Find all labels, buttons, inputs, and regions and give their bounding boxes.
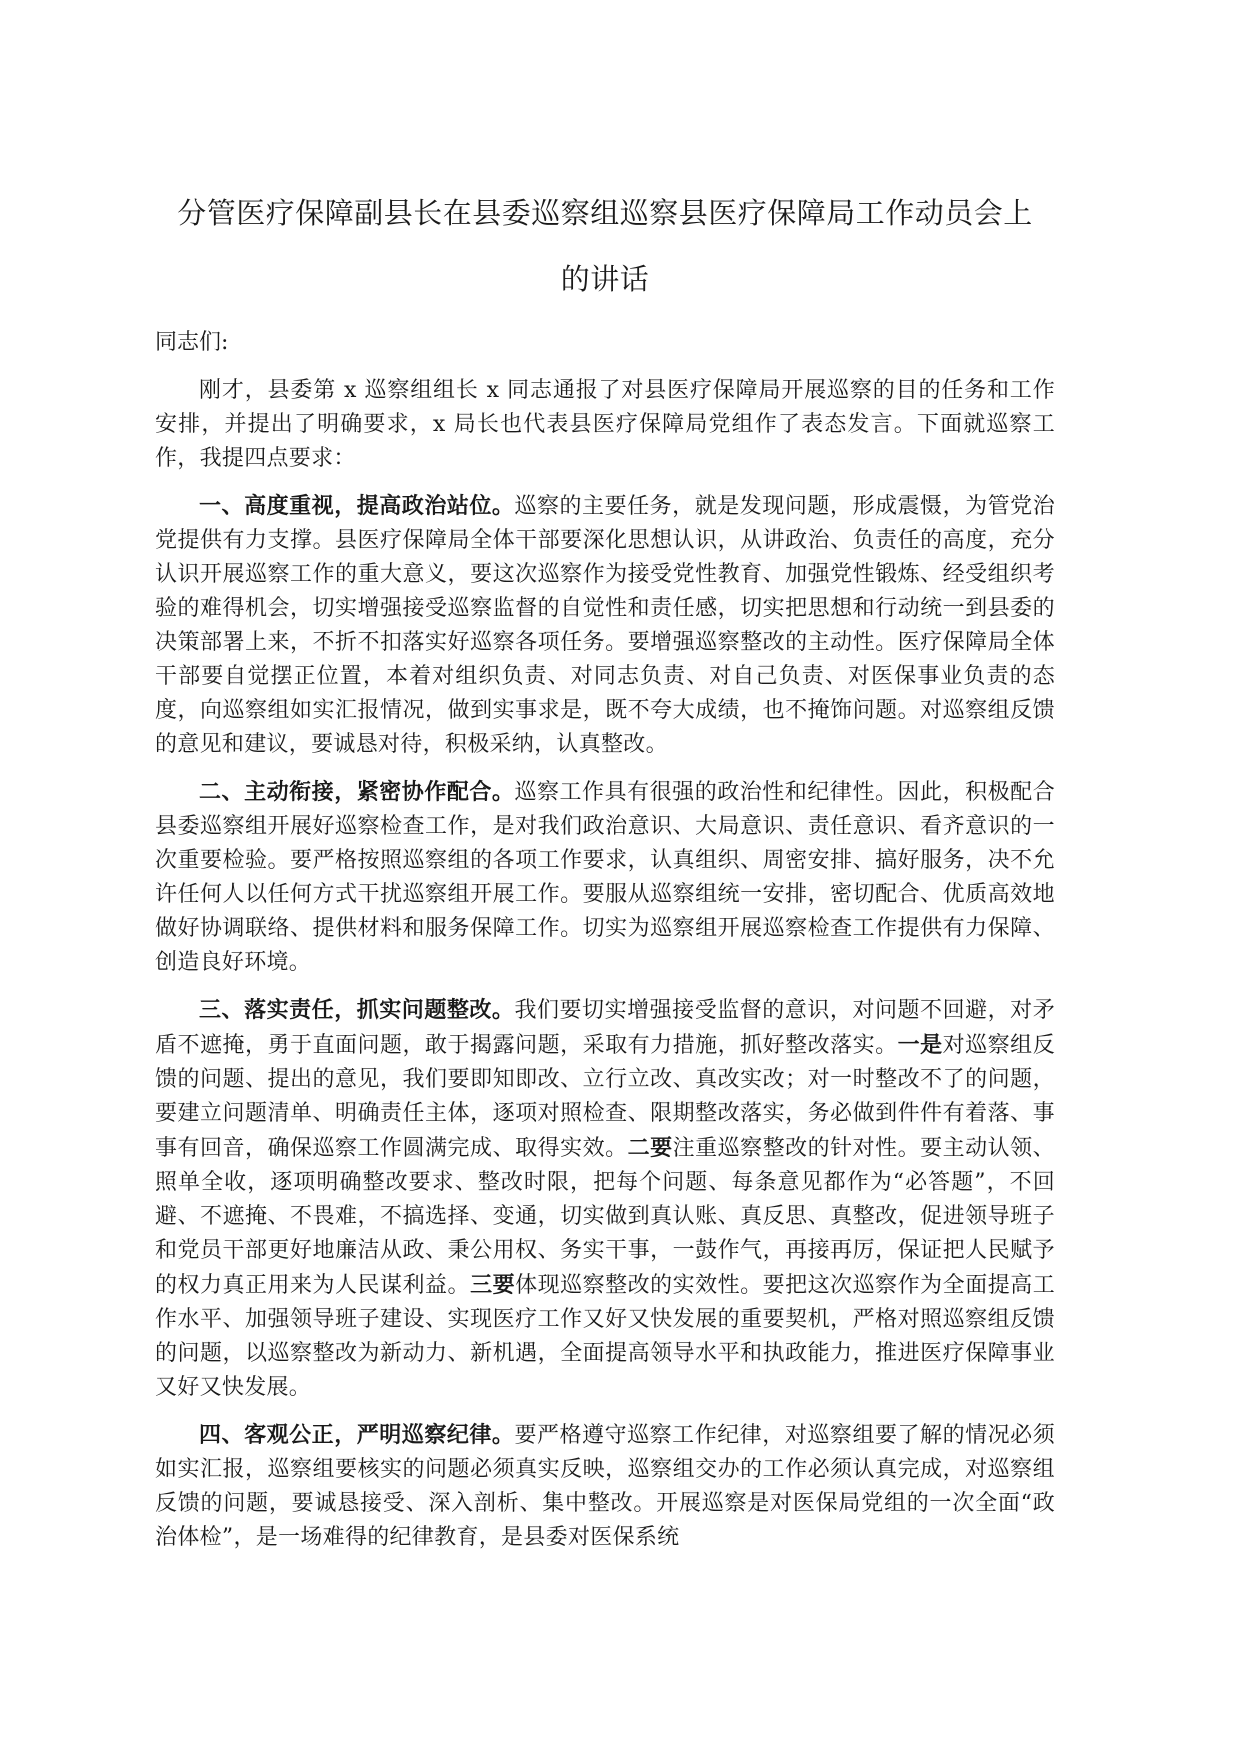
section-1-paragraph	[155, 489, 1055, 762]
section-3-point-1-body: 对巡察组反馈的问题、提出的意见，我们要即知即改、立行立改、真改实改；对一时整改不了的问题，要建立问题清单、明确责任主体，逐项对照检查、限期整改落实，务必做到件件有着落、事事有回音，确保巡察工作圆满完成、取得实效。	[155, 1033, 1055, 1161]
section-3-point-2-body: 注重巡察整改的针对性。要主动认领、照单全收，逐项明确整改要求、整改时限，把每个问题、每条意见都作为“必答题”，不回避、不遮掩、不畏难，不搞选择、变通，切实做到真认账、真反思、真整改，促进领导班子和党员干部更好地廉洁从政、秉公用权、务实干事，一鼓作气，再接再厉，保证把人民赋予的权力真正用来为人民谋利益。	[155, 1136, 1055, 1298]
salutation: 同志们:	[155, 330, 229, 355]
section-4-paragraph	[155, 1418, 1055, 1555]
section-1-body: 巡察的主要任务，就是发现问题，形成震慑，为管党治党提供有力支撑。县医疗保障局全体干部要深化思想认识，从讲政治、负责任的高度，充分认识开展巡察工作的重大意义，要这次巡察作为接受党性教育、加强党性锻炼、经受组织考验的难得机会，切实增强接受巡察监督的自觉性和责任感，切实把思想和行动统一到县委的决策部署上来，不折不扣落实好巡察各项任务。要增强巡察整改的主动性。医疗保障局全体干部要自觉摆正位置，本着对组织负责、对同志负责、对自己负责、对医保事业负责的态度，向巡察组如实汇报情况，做到实事求是，既不夸大成绩，也不掩饰问题。对巡察组反馈的意见和建议，要诚恳对待，积极采纳，认真整改。	[155, 494, 1055, 757]
intro-paragraph: 刚才，县委第 x 巡察组组长 x 同志通报了对县医疗保障局开展巡察的目的任务和工作安排，并提出了明确要求，x 局长也代表县医疗保障局党组作了表态发言。下面就巡察工作，我提四点要求：	[155, 378, 1055, 471]
section-2-heading: 二、主动衔接，紧密协作配合。	[199, 779, 515, 805]
section-4-body: 要严格遵守巡察工作纪律，对巡察组要了解的情况必须如实汇报，巡察组要核实的问题必须真实反映，巡察组交办的工作必须认真完成，对巡察组反馈的问题，要诚恳接受、深入剖析、集中整改。开展巡察是对医保局党组的一次全面“政治体检”，是一场难得的纪律教育，是县委对医保系统	[155, 1423, 1055, 1550]
section-3-point-3-label: 三要	[470, 1272, 516, 1298]
section-3-point-2-label: 二要	[627, 1135, 673, 1161]
document-title	[155, 180, 1055, 312]
section-3-paragraph	[155, 993, 1055, 1405]
section-3-body-a: 我们要切实增强接受监督的意识，对问题不回避，对矛盾不遮掩，勇于直面问题，敢于揭露问题，采取有力措施，抓好整改落实。	[155, 998, 1055, 1058]
section-3-point-1-label: 一是	[897, 1032, 943, 1058]
section-3-heading: 三、落实责任，抓实问题整改。	[199, 997, 515, 1023]
section-1-heading: 一、高度重视，提高政治站位。	[199, 493, 515, 519]
title-line-1: 分管医疗保障副县长在县委巡察组巡察县医疗保障局工作动员会上	[177, 196, 1033, 230]
section-2-body: 巡察工作具有很强的政治性和纪律性。因此，积极配合县委巡察组开展好巡察检查工作，是对我们政治意识、大局意识、责任意识、看齐意识的一次重要检验。要严格按照巡察组的各项工作要求，认真组织、周密安排、搞好服务，决不允许任何人以任何方式干扰巡察组开展工作。要服从巡察组统一安排，密切配合、优质高效地做好协调联络、提供材料和服务保障工作。切实为巡察组开展巡察检查工作提供有力保障、创造良好环境。	[155, 780, 1055, 975]
title-line-2: 的讲话	[560, 262, 650, 296]
document-page	[155, 180, 1055, 1568]
section-4-heading: 四、客观公正，严明巡察纪律。	[199, 1422, 515, 1448]
section-3-point-3-body: 体现巡察整改的实效性。要把这次巡察作为全面提高工作水平、加强领导班子建设、实现医疗工作又好又快发展的重要契机，严格对照巡察组反馈的问题，以巡察整改为新动力、新机遇，全面提高领导水平和执政能力，推进医疗保障事业又好又快发展。	[155, 1273, 1056, 1400]
section-2-paragraph	[155, 775, 1055, 980]
